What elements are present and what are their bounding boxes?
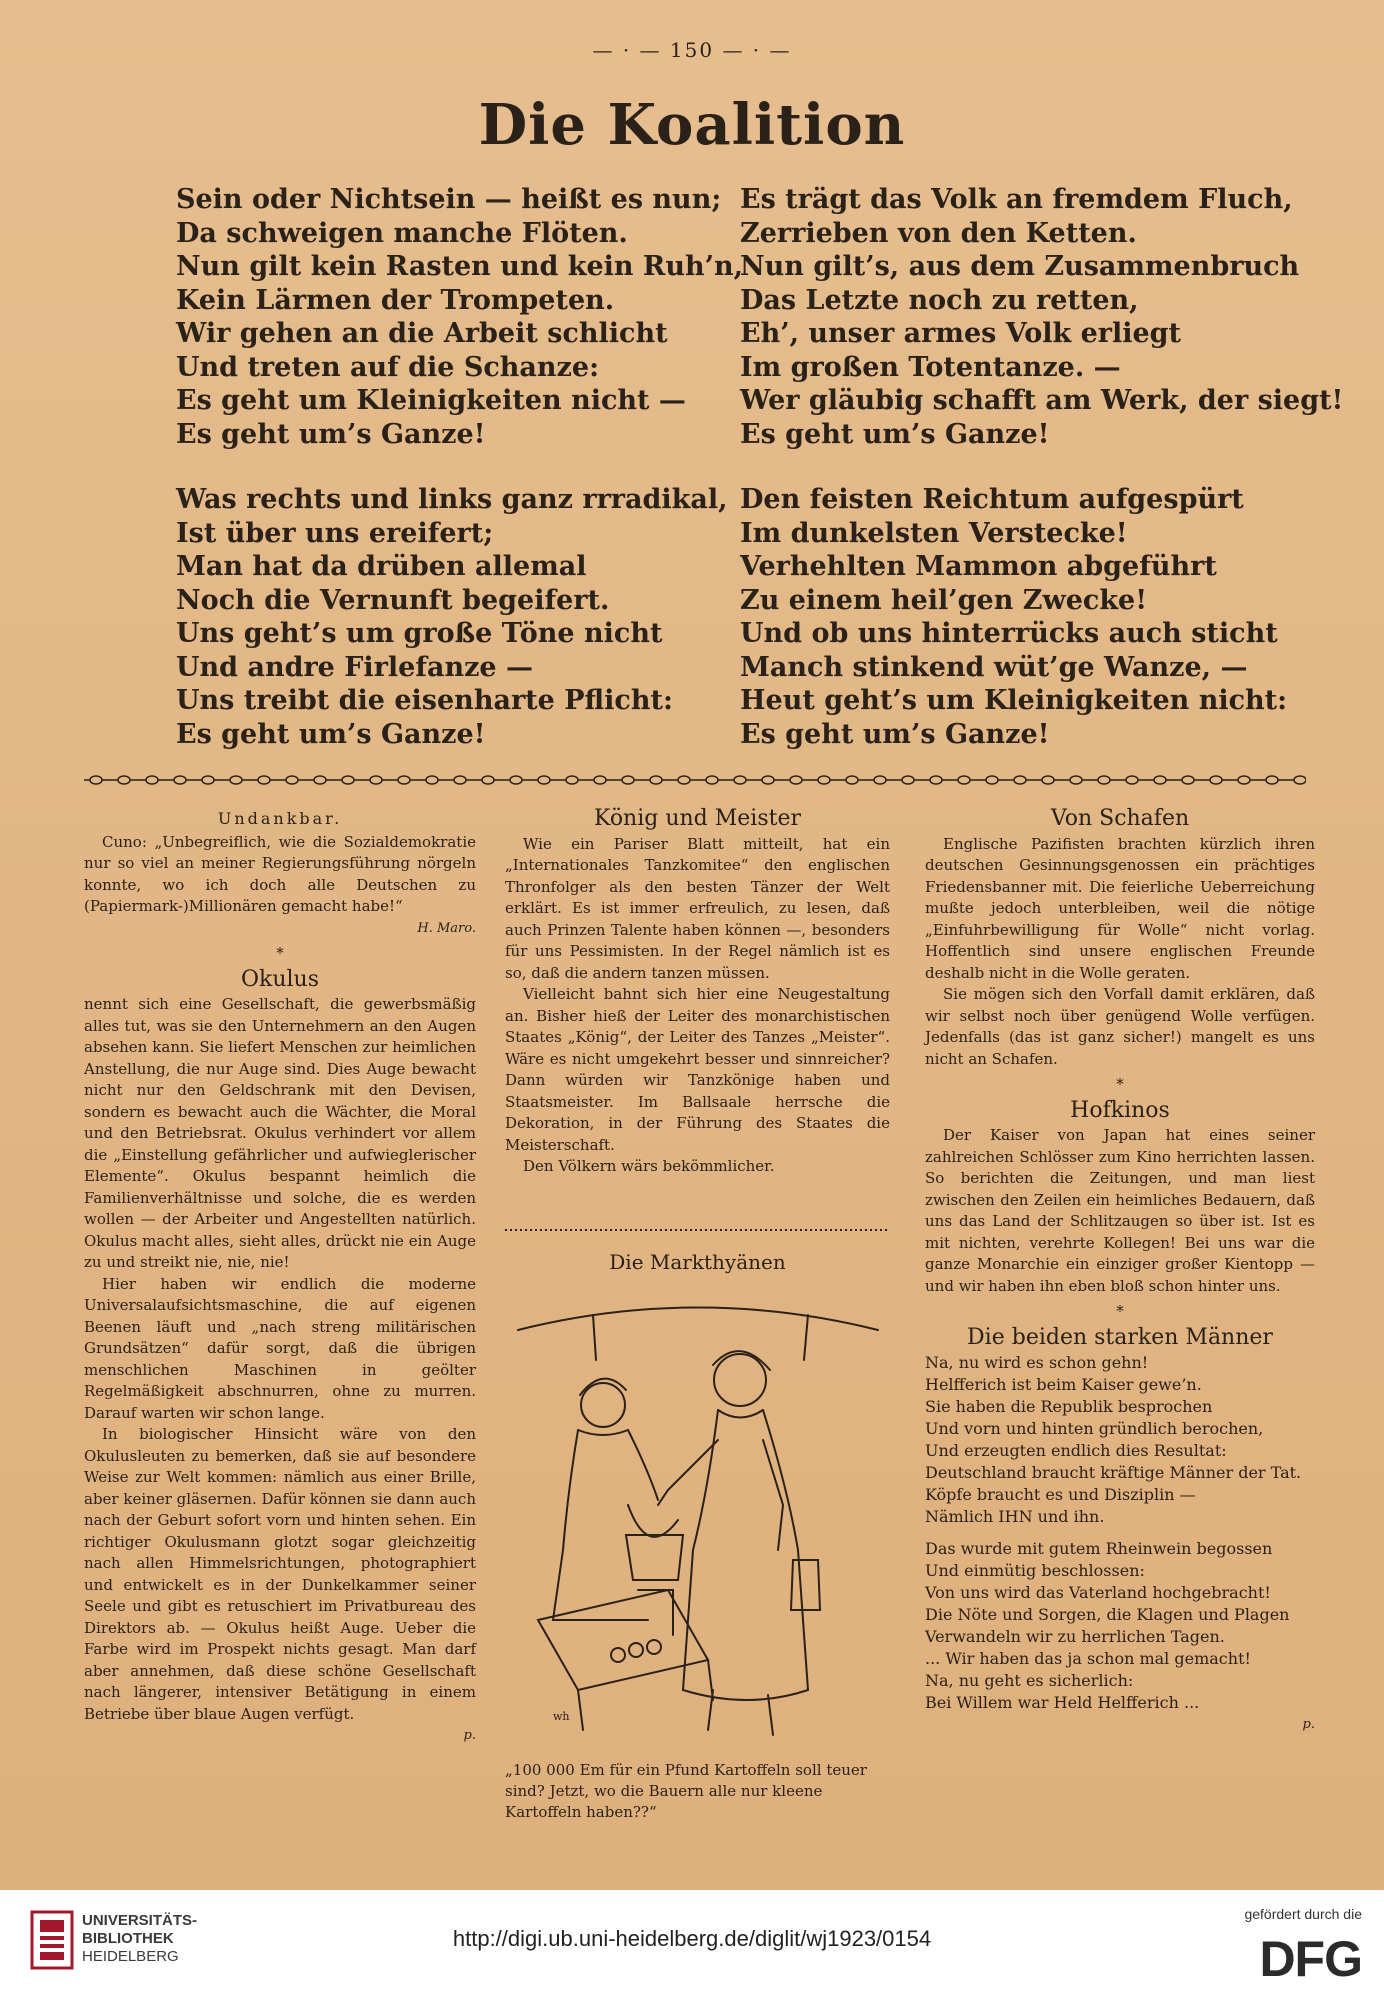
library-name-line: UNIVERSITÄTS- [82,1912,198,1929]
column-left [84,808,476,1747]
divider-ornament [986,776,998,784]
maenner-line: Na, nu wird es schon gehn! [925,1353,1149,1372]
divider-ornament [258,776,270,784]
dotted-separator [505,1226,890,1234]
poem-line: Ist über uns ereifert; [176,517,494,549]
divider-ornament [874,776,886,784]
divider-ornament [146,776,158,784]
poem-line: Es geht um’s Ganze! [176,718,486,750]
koenig-heading: König und Meister [593,806,802,831]
cartoon-illustration [508,1290,886,1750]
maenner-line: Das wurde mit gutem Rheinwein begossen [925,1539,1273,1558]
divider-ornament [286,776,298,784]
source-url-link[interactable]: http://digi.ub.uni-heidelberg.de/diglit/wj1923/0154 [452,1926,932,1951]
separator-star: * [1116,1302,1124,1320]
maenner-heading: Die beiden starken Männer [967,1324,1273,1350]
column-middle [505,808,890,1178]
separator-star: * [1116,1075,1124,1093]
poem-line: Nun gilt kein Rasten und kein Ruh’n, [176,251,744,282]
divider-ornament [1070,776,1082,784]
cartoon-title: Die Markthyänen [609,1250,786,1274]
maenner-line: Deutschland braucht kräftige Männer der Tat. [925,1463,1302,1482]
divider-ornament [510,776,522,784]
maenner-poem [925,1352,1315,1714]
divider-ornament [790,776,802,784]
poem-line: Zerrieben von den Ketten. [740,217,1137,249]
divider-ornament [1014,776,1026,784]
undankbar-heading: Undankbar. [217,809,343,828]
library-name-line: HEIDELBERG [82,1948,179,1965]
poem-line: Noch die Vernunft begeifert. [176,584,610,616]
okulus-paragraph: In biologischer Hinsicht wäre von den Okulusleuten zu bemerken, daß sie auf besondere Weise zur Welt kommen: nämlich aus einer Brille, aber keiner gläsernen. Dafür können sie dann auch nach der Geburt sofort vorn und hinten sehen. Ein richtiger Okulusmann glotzt sogar gleichzeitig nach allen Himmelsrichtungen, photographiert und entwickelt es in der Dunkelkammer seiner Seele und gibt es retuschiert im Privatbureau des Direktors ab. — Okulus heißt Auge. Ueber die Farbe wird im Prospekt nichts gesagt. Man darf aber annehmen, daß diese schöne Gesellschaft nach längerer, intensiver Betätigung in einem Betriebe über blaue Augen verfügt. [84,1425,476,1723]
poem-line: Es trägt das Volk an fremdem Fluch, [740,184,1293,215]
poem-line: Zu einem heil’gen Zwecke! [740,584,1148,616]
maenner-line: Köpfe braucht es und Disziplin — [925,1485,1196,1504]
maenner-line: Und einmütig beschlossen: [925,1561,1145,1580]
koenig-paragraph: Den Völkern wärs bekömmlicher. [523,1157,775,1175]
okulus-heading: Okulus [240,966,320,992]
okulus-paragraph: Hier haben wir endlich die moderne Universalaufsichtsmaschine, die auf eigenen Beenen läuft und „nach streng militärischen Grundsätzen“ dafür sorgt, daß die übrigen menschlichen Maschinen in geölter Regelmäßigkeit abschnurren, ohne zu murren. Darauf warten wir schon lange. [84,1274,476,1422]
footer-bar [0,1890,1384,1994]
poem-line: Verhehlten Mammon abgeführt [740,551,1217,582]
ornamental-divider [84,770,1306,790]
divider-ornament [314,776,326,784]
maenner-line: ... Wir haben das ja schon mal gemacht! [925,1649,1251,1668]
poem-line: Und andre Firlefanze — [176,651,533,683]
koenig-paragraph: Wie ein Pariser Blatt mitteilt, hat ein „Internationales Tanzkomitee“ den englischen Thronfolger als den besten Tänzer der Welt erklärt. Es ist immer erfreulich, zu lesen, daß auch Prinzen Talente haben können —, besonders für uns Pessimisten. In der Regel nämlich ist es so, daß die andern tanzen müssen. [505,834,890,982]
maenner-line: Von uns wird das Vaterland hochgebracht! [925,1583,1271,1602]
divider-ornament [706,776,718,784]
maenner-line: Die Nöte und Sorgen, die Klagen und Plagen [925,1605,1290,1624]
artist-signature: wh [553,1710,570,1723]
hofkinos-paragraph: Der Kaiser von Japan hat eines seiner zahlreichen Schlösser zum Kino herrichten lassen. So berichten die Zeitungen, und man liest zwischen den Zeilen ein heimliches Bedauern, daß uns das Land der Schlitzaugen so über ist. Ist es mit nichten, verehrte Kollegen! Bei uns war die ganze Monarchie ein einziger großer Kientopp — und wir haben ihn eben bloß schon hinter uns. [925,1126,1315,1295]
divider-ornament [1238,776,1250,784]
poem-line: Uns treibt die eisenharte Pflicht: [176,685,673,716]
poem-line: Wer gläubig schafft am Werk, der siegt! [740,385,1344,416]
poem-line: Man hat da drüben allemal [176,551,587,582]
poem-line: Nun gilt’s, aus dem Zusammenbruch [740,251,1300,282]
poem-right-column [740,183,1344,751]
poem-line: Im dunkelsten Verstecke! [740,517,1128,549]
column-right [925,808,1315,1736]
divider-ornament [650,776,662,784]
separator-star: * [276,944,284,962]
maenner-signature: p. [1302,1717,1315,1732]
maenner-line: Na, nu geht es sicherlich: [925,1671,1134,1690]
undankbar-signature: H. Maro. [417,920,476,936]
divider-ornament [1294,776,1306,784]
poem-line: Das Letzte noch zu retten, [740,284,1139,316]
poem-line: Den feisten Reichtum aufgespürt [740,484,1244,515]
divider-ornament [1126,776,1138,784]
divider-ornament [622,776,634,784]
divider-ornament [594,776,606,784]
maenner-line: Und vorn und hinten gründlich berochen, [925,1419,1264,1438]
divider-ornament [426,776,438,784]
poem-line: Eh’, unser armes Volk erliegt [740,318,1182,349]
library-name-line: BIBLIOTHEK [82,1930,174,1947]
divider-ornament [398,776,410,784]
poem-line: Und treten auf die Schanze: [176,351,600,383]
poem-line: Wir gehen an die Arbeit schlicht [176,318,668,349]
funded-by-label: gefördert durch die [1244,1906,1362,1922]
schafen-heading: Von Schafen [1050,806,1190,831]
divider-ornament [902,776,914,784]
maenner-line: Und erzeugten endlich dies Resultat: [925,1441,1227,1460]
divider-ornament [454,776,466,784]
divider-ornament [1154,776,1166,784]
poem-line: Heut geht’s um Kleinigkeiten nicht: [740,685,1288,716]
divider-ornament [202,776,214,784]
poem-line: Es geht um’s Ganze! [176,418,486,450]
poem-line: Kein Lärmen der Trompeten. [176,284,615,316]
divider-ornament [342,776,354,784]
poem-line: Da schweigen manche Flöten. [176,217,628,249]
maenner-line: Verwandeln wir zu herrlichen Tagen. [925,1627,1225,1646]
maenner-line: Helfferich ist beim Kaiser gewe’n. [925,1375,1202,1394]
page-number-line: — · — 150 — · — [592,38,792,62]
divider-ornament [1182,776,1194,784]
divider-ornament [230,776,242,784]
poem-line: Es geht um Kleinigkeiten nicht — [176,385,686,416]
divider-ornament [482,776,494,784]
schafen-paragraph: Sie mögen sich den Vorfall damit erklären, daß wir selbst noch über genügend Wolle verfügen. Jedenfalls (das ist ganz sicher!) mangelt es uns nicht an Schafen. [925,985,1315,1068]
poem-line: Manch stinkend wüt’ge Wanze, — [740,651,1248,683]
undankbar-text: Cuno: „Unbegreiflich, wie die Sozialdemokratie nur so viel an meiner Regierungsführung nörgeln konnte, wo ich doch alle Deutschen zu (Papiermark-)Millionären gemacht habe!“ [84,832,476,915]
divider-ornament [370,776,382,784]
poem-line: Und ob uns hinterrücks auch sticht [740,618,1278,649]
divider-ornament [930,776,942,784]
poem-title: Die Koalition [478,92,906,158]
maenner-line: Nämlich IHN und ihn. [925,1507,1105,1526]
okulus-paragraph: nennt sich eine Gesellschaft, die gewerbsmäßig alles tut, was sie den Unternehmern an den Augen absehen kann. Sie liefert Menschen zur heimlichen Anstellung, die nur Auge sind. Dies Auge bewacht nicht nur den Geldschrank mit den Devisen, sondern es bewacht auch die Wächter, die Moral und den Betriebsrat. Okulus verhindert vor allem die „Einstellung gefährlicher und aufwieglerischer Elemente“. Okulus bespannt heimlich die Familienverhältnisse und solche, die es werden wollen — der Arbeiter und Angestellten natürlich. Okulus macht alles, sieht alles, drückt nie ein Auge zu und streikt nie, nie, nie! [84,995,476,1271]
divider-ornament [538,776,550,784]
divider-ornament [1098,776,1110,784]
divider-ornament [1266,776,1278,784]
poem-line: Im großen Totentanze. — [740,351,1121,383]
poem-line: Es geht um’s Ganze! [740,418,1050,450]
divider-ornament [846,776,858,784]
divider-ornament [762,776,774,784]
divider-ornament [734,776,746,784]
schafen-paragraph: Englische Pazifisten brachten kürzlich ihren deutschen Gesinnungsgenossen ein prächtiges Friedensbanner mit. Die feierliche Ueberreichung mußte jedoch unterbleiben, weil die nötige „Einfuhrbewilligung für Wolle“ nicht vorlag. Hoffentlich sind unsere englischen Freunde deshalb nicht in die Wolle geraten. [925,834,1315,982]
poem-line: Was rechts und links ganz rrradikal, [176,484,728,515]
dfg-logo: DFG [1259,1931,1362,1987]
cartoon-caption: „100 000 Em für ein Pfund Kartoffeln soll teuer sind? Jetzt, wo die Bauern alle nur kleene Kartoffeln haben??“ [505,1761,867,1821]
maenner-line: Bei Willem war Held Helfferich ... [925,1693,1200,1712]
divider-ornament [174,776,186,784]
poem-line: Sein oder Nichtsein — heißt es nun; [176,184,722,215]
divider-ornament [118,776,130,784]
koenig-paragraph: Vielleicht bahnt sich hier eine Neugestaltung an. Bisher hieß der Leiter des monarchistischen Staates „König“, der Leiter des Tanzes „Meister“. Wäre es nicht umgekehrt besser und sinnreicher? Dann würden wir Tanzkönige haben und Staatsmeister. Im Ballsaale herrsche die Dekoration, in der Führung des Staates die Meisterschaft. [505,985,890,1154]
divider-ornament [958,776,970,784]
divider-ornament [90,776,102,784]
poem-left-column [176,183,744,751]
divider-ornament [678,776,690,784]
divider-ornament [818,776,830,784]
poem-line: Es geht um’s Ganze! [740,718,1050,750]
poem-line: Uns geht’s um große Töne nicht [176,618,663,649]
hofkinos-heading: Hofkinos [1070,1097,1170,1123]
maenner-line: Sie haben die Republik besprochen [925,1397,1213,1416]
okulus-signature: p. [463,1728,476,1743]
divider-ornament [1210,776,1222,784]
page-number: 150 [669,38,715,62]
divider-ornament [1042,776,1054,784]
divider-ornament [566,776,578,784]
